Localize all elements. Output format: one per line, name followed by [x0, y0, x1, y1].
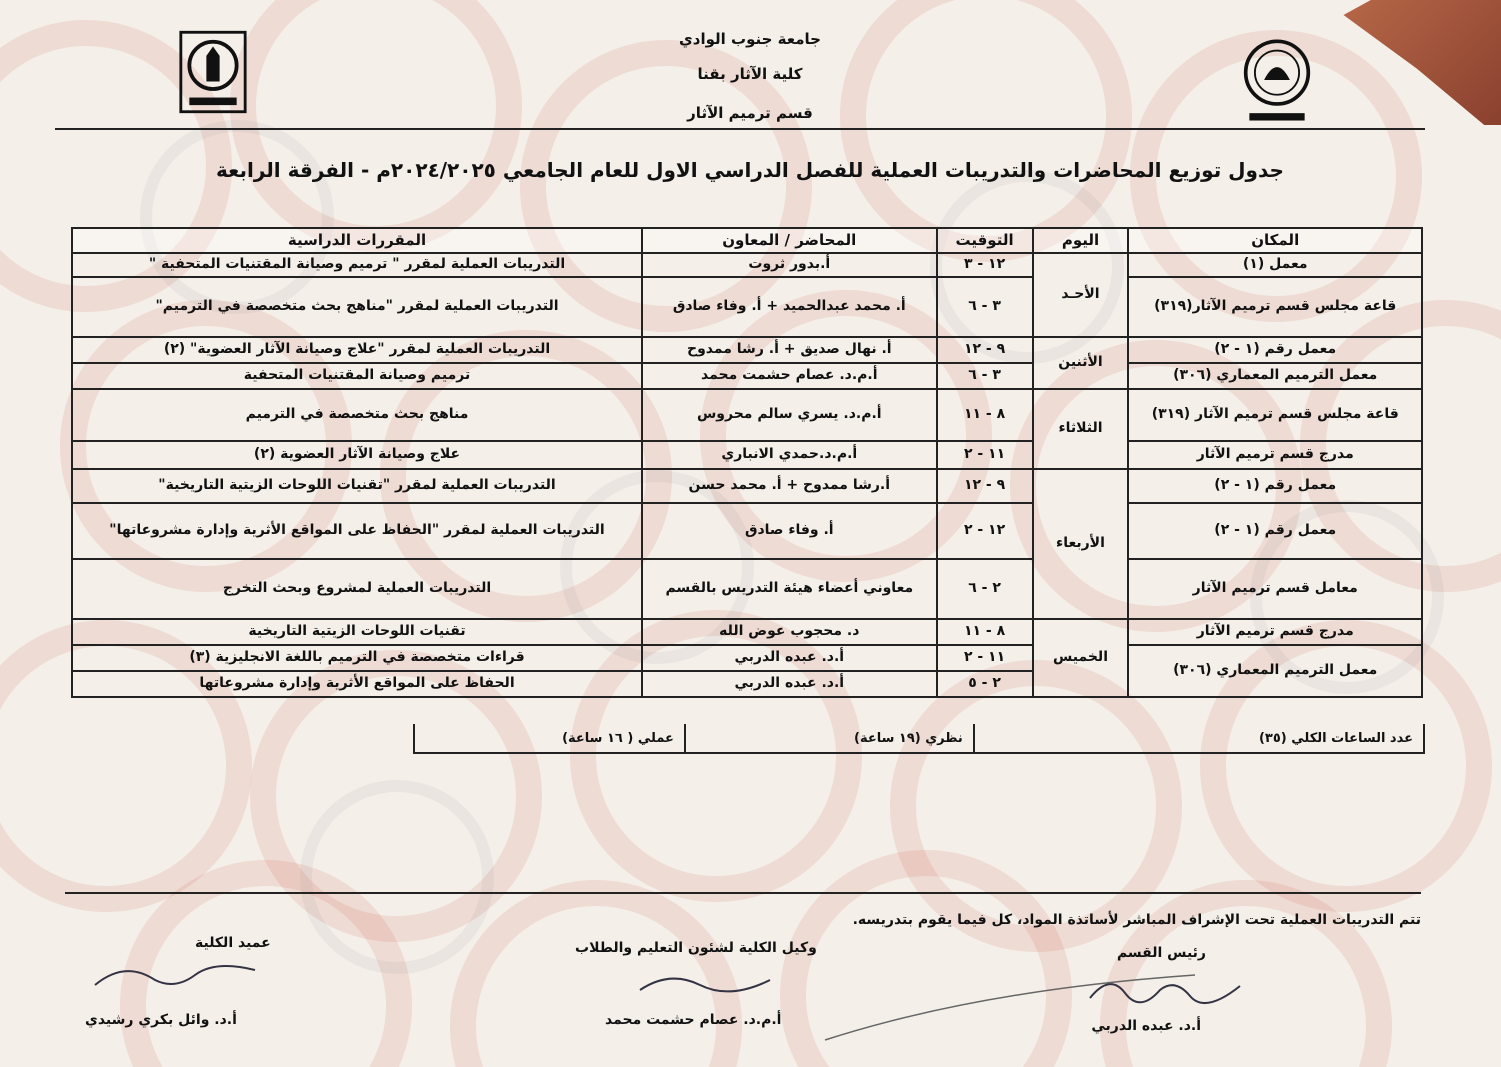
lecturer-cell: د. محجوب عوض الله — [642, 619, 937, 645]
total-hours: عدد الساعات الكلي (٣٥) — [973, 724, 1423, 752]
course-cell: ترميم وصيانة المقتنيات المتحفية — [72, 363, 642, 389]
day-cell: الخميس — [1033, 619, 1129, 697]
time-cell: ٣ - ٦ — [937, 277, 1033, 337]
vice-dean-name: أ.م.د. عصام حشمت محمد — [605, 1012, 782, 1028]
place-cell: معمل رقم (١ - ٢) — [1128, 337, 1422, 363]
theory-hours: نظري (١٩ ساعة) — [684, 724, 973, 752]
place-cell: قاعة مجلس قسم ترميم الآثار (٣١٩) — [1128, 389, 1422, 441]
place-cell: مدرج قسم ترميم الآثار — [1128, 441, 1422, 469]
day-cell: الأحـد — [1033, 253, 1129, 337]
lecturer-cell: أ. محمد عبدالحميد + أ. وفاء صادق — [642, 277, 937, 337]
table-row — [72, 337, 1422, 363]
vice-dean-signature — [630, 965, 790, 1005]
course-cell: الحفاظ على المواقع الأثرية وإدارة مشروعاتها — [72, 671, 642, 697]
lecturer-cell: أ.م.د. عصام حشمت محمد — [642, 363, 937, 389]
course-cell: التدريبات العملية لمشروع وبحث التخرج — [72, 559, 642, 619]
time-cell: ١١ - ٢ — [937, 645, 1033, 671]
course-cell: تقنيات اللوحات الزيتية التاريخية — [72, 619, 642, 645]
totals-row — [413, 724, 1425, 754]
header-day: اليوم — [1033, 228, 1129, 253]
header-place: المكان — [1128, 228, 1422, 253]
dean-name: أ.د. وائل بكري رشيدي — [85, 1012, 237, 1028]
lecturer-cell: أ. وفاء صادق — [642, 503, 937, 559]
lecturer-cell: معاوني أعضاء هيئة التدريس بالقسم — [642, 559, 937, 619]
course-cell: التدريبات العملية لمقرر "علاج وصيانة الآثار العضوية" (٢) — [72, 337, 642, 363]
place-cell: مدرج قسم ترميم الآثار — [1128, 619, 1422, 645]
table-row — [72, 389, 1422, 441]
course-cell: قراءات متخصصة في الترميم باللغة الانجليزية (٣) — [72, 645, 642, 671]
time-cell: ٣ - ٦ — [937, 363, 1033, 389]
time-cell: ١١ - ٢ — [937, 441, 1033, 469]
table-row — [72, 469, 1422, 503]
day-cell: الأربعاء — [1033, 469, 1129, 619]
time-cell: ٩ - ١٢ — [937, 469, 1033, 503]
lecturer-cell: أ.د. عبده الدربي — [642, 671, 937, 697]
university-logo — [1242, 38, 1312, 122]
time-cell: ٨ - ١١ — [937, 619, 1033, 645]
course-cell: علاج وصيانة الآثار العضوية (٢) — [72, 441, 642, 469]
place-cell: معمل رقم (١ - ٢) — [1128, 503, 1422, 559]
lecturer-cell: أ. نهال صديق + أ. رشا ممدوح — [642, 337, 937, 363]
supervision-note: تتم التدريبات العملية تحت الإشراف المباشر لأساتذة المواد، كل فيما يقوم بتدريسه. — [852, 912, 1421, 928]
lecturer-cell: أ.م.د. يسري سالم محروس — [642, 389, 937, 441]
course-cell: مناهج بحث متخصصة في الترميم — [72, 389, 642, 441]
day-cell: الثلاثاء — [1033, 389, 1129, 469]
department-name: قسم ترميم الآثار — [687, 104, 813, 122]
table-header-row — [72, 228, 1422, 253]
table-row — [72, 441, 1422, 469]
place-cell: معمل الترميم المعماري (٣٠٦) — [1128, 645, 1422, 697]
table-row — [72, 619, 1422, 645]
dean-signature — [85, 950, 265, 1010]
lecturer-cell: أ.بدور ثروت — [642, 253, 937, 277]
course-cell: التدريبات العملية لمقرر "الحفاظ على المواقع الأثرية وإدارة مشروعاتها" — [72, 503, 642, 559]
place-cell: معمل الترميم المعماري (٣٠٦) — [1128, 363, 1422, 389]
header-time: التوقيت — [937, 228, 1033, 253]
table-row — [72, 503, 1422, 559]
pen-stroke — [820, 970, 1200, 1050]
vice-dean-title: وكيل الكلية لشئون التعليم والطلاب — [575, 940, 817, 956]
place-cell: معمل (١) — [1128, 253, 1422, 277]
time-cell: ٢ - ٦ — [937, 559, 1033, 619]
course-cell: التدريبات العملية لمقرر "تقنيات اللوحات الزيتية التاريخية" — [72, 469, 642, 503]
time-cell: ٨ - ١١ — [937, 389, 1033, 441]
place-cell: معامل قسم ترميم الآثار — [1128, 559, 1422, 619]
footer-rule — [65, 892, 1421, 894]
time-cell: ١٢ - ٣ — [937, 253, 1033, 277]
table-row — [72, 559, 1422, 619]
day-cell: الأثنين — [1033, 337, 1129, 389]
head-of-department-title: رئيس القسم — [1116, 945, 1206, 961]
practical-hours: عملي ( ١٦ ساعة) — [562, 730, 674, 746]
faculty-name: كلية الآثار بقنا — [697, 65, 803, 83]
time-cell: ٩ - ١٢ — [937, 337, 1033, 363]
torn-corner — [1291, 0, 1501, 125]
page-title: جدول توزيع المحاضرات والتدريبات العملية للفصل الدراسي الاول للعام الجامعي ٢٠٢٤/٢٠٢٥م - الفرقة الرابعة — [216, 158, 1284, 182]
lecturer-cell: أ.م.د.حمدي الانباري — [642, 441, 937, 469]
lecturer-cell: أ.د. عبده الدربي — [642, 645, 937, 671]
table-row — [72, 645, 1422, 671]
course-cell: التدريبات العملية لمقرر "مناهج بحث متخصصة في الترميم" — [72, 277, 642, 337]
dean-title: عميد الكلية — [195, 935, 271, 951]
faculty-logo — [178, 30, 248, 114]
header-lecturer: المحاضر / المعاون — [642, 228, 937, 253]
table-row — [72, 363, 1422, 389]
table-row — [72, 253, 1422, 277]
place-cell: معمل رقم (١ - ٢) — [1128, 469, 1422, 503]
lecturer-cell: أ.رشا ممدوح + أ. محمد حسن — [642, 469, 937, 503]
place-cell: قاعة مجلس قسم ترميم الآثار(٣١٩) — [1128, 277, 1422, 337]
table-row — [72, 277, 1422, 337]
university-name: جامعة جنوب الوادي — [679, 30, 821, 48]
head-of-department-name: أ.د. عبده الدربي — [1091, 1018, 1201, 1034]
header-courses: المقررات الدراسية — [72, 228, 642, 253]
header-rule — [55, 128, 1425, 130]
schedule-table — [71, 227, 1423, 698]
course-cell: التدريبات العملية لمقرر " ترميم وصيانة المقتنيات المتحفية " — [72, 253, 642, 277]
time-cell: ٢ - ٥ — [937, 671, 1033, 697]
time-cell: ١٢ - ٢ — [937, 503, 1033, 559]
